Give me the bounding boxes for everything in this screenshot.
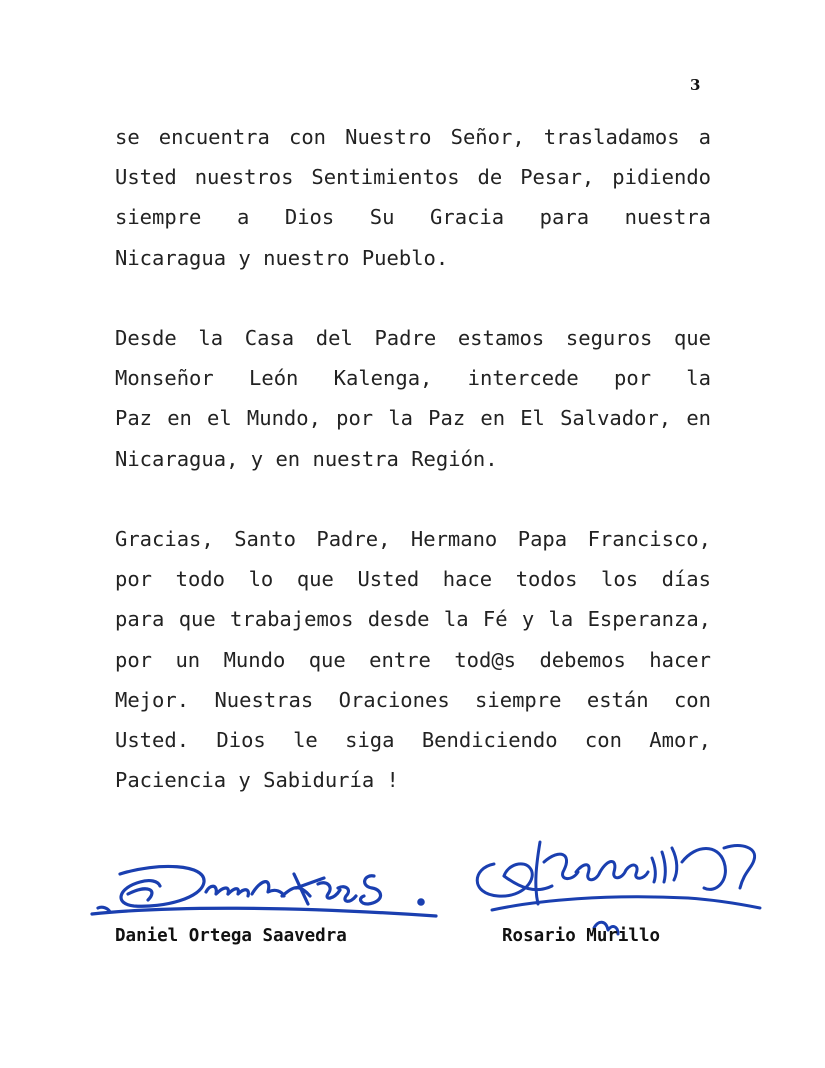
text-line: Gracias, Santo Padre, Hermano Papa Francisco, [115, 527, 711, 551]
paragraph-condolences [115, 117, 711, 278]
text-line: Paciencia y Sabiduría ! [115, 768, 399, 793]
text-line: por un Mundo que entre tod@s debemos hacer [115, 647, 711, 672]
signer-name-right: Rosario Murillo [502, 926, 661, 946]
text-line: siempre a Dios Su Gracia para nuestra [115, 205, 711, 230]
signer-name-left: Daniel Ortega Saavedra [115, 926, 347, 946]
paragraph-intercession [115, 318, 711, 479]
text-line: por todo lo que Usted hace todos los días [115, 567, 711, 592]
text-line: Usted. Dios le siga Bendiciendo con Amor, [115, 727, 711, 752]
text-line: Nicaragua y nuestro Pueblo. [115, 245, 449, 270]
text-line: Desde la Casa del Padre estamos seguros que [115, 326, 711, 350]
text-line: para que trabajemos desde la Fé y la Esperanza, [115, 607, 711, 632]
text-line: Monseñor León Kalenga, intercede por la [115, 366, 711, 391]
text-line: Paz en el Mundo, por la Paz en El Salvador, en [115, 406, 711, 431]
paragraph-gratitude [115, 519, 711, 800]
text-line: Usted nuestros Sentimientos de Pesar, pidiendo [115, 165, 711, 190]
page-number: 3 [690, 76, 701, 94]
text-line: Mejor. Nuestras Oraciones siempre están con [115, 687, 711, 712]
text-line: se encuentra con Nuestro Señor, trasladamos a [115, 125, 711, 149]
text-line: Nicaragua, y en nuestra Región. [115, 446, 498, 471]
signature-left-image [88, 848, 448, 928]
